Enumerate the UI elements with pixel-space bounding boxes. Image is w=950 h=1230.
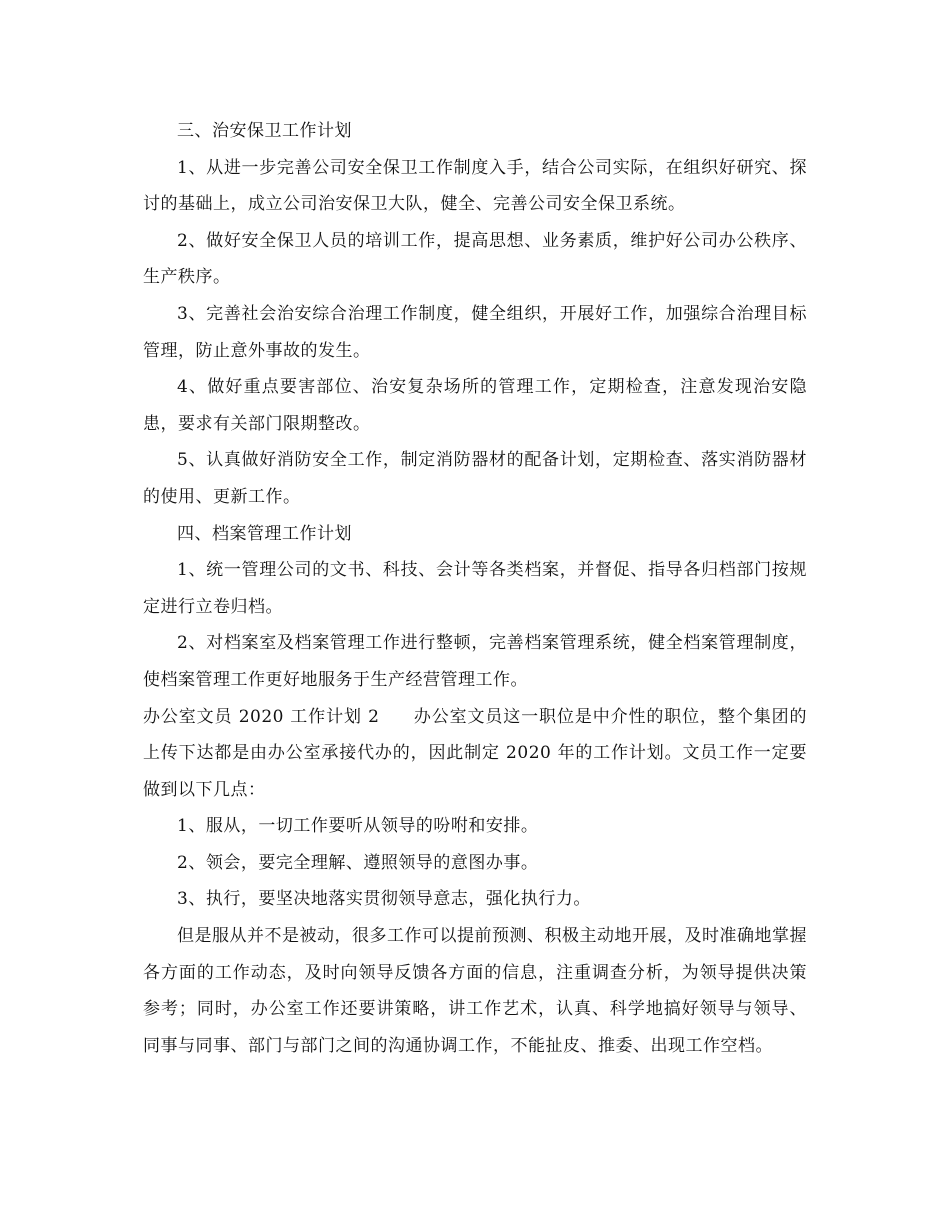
paragraph-archives-2: 2、对档案室及档案管理工作进行整顿，完善档案管理系统，健全档案管理制度，使档案管理工作更好地服务于生产经营管理工作。: [143, 633, 807, 690]
paragraph-point-3: 3、执行，要坚决地落实贯彻领导意志，强化执行力。: [177, 889, 591, 910]
section-heading-archives: 四、档案管理工作计划: [177, 523, 352, 544]
paragraph-point-1: 1、服从，一切工作要听从领导的吩咐和安排。: [177, 816, 539, 837]
paragraph-work-plan-2: [143, 699, 807, 809]
paragraph-archives-1: 1、统一管理公司的文书、科技、会计等各类档案，并督促、指导各归档部门按规定进行立卷归档。: [143, 560, 807, 617]
section-heading-security: 三、治安保卫工作计划: [177, 121, 352, 141]
document-page: [143, 113, 807, 1064]
paragraph-security-1: 1、从进一步完善公司安全保卫工作制度入手，结合公司实际，在组织好研究、探讨的基础上，成立公司治安保卫大队，健全、完善公司安全保卫系统。: [143, 157, 807, 215]
work-plan-2-intro: 办公室文员这一职位是中介性的职位，整个集团的上传下达都是由办公室承接代办的，因此制定 2020 年的工作计划。文员工作一定要做到以下几点：: [143, 706, 807, 800]
work-plan-2-heading: 办公室文员 2020 工作计划 2: [143, 706, 380, 727]
paragraph-security-3: 3、完善社会治安综合治理工作制度，健全组织，开展好工作，加强综合治理目标管理，防止意外事故的发生。: [143, 303, 807, 361]
paragraph-point-2: 2、领会，要完全理解、遵照领导的意图办事。: [177, 852, 539, 873]
paragraph-security-4: 4、做好重点要害部位、治安复杂场所的管理工作，定期检查，注意发现治安隐患，要求有关部门限期整改。: [143, 377, 807, 434]
paragraph-conclusion: 但是服从并不是被动，很多工作可以提前预测、积极主动地开展，及时准确地掌握各方面的工作动态，及时向领导反馈各方面的信息，注重调查分析，为领导提供决策参考；同时，办公室工作还要讲策略，讲工作艺术，认真、科学地搞好领导与领导、同事与同事、部门与部门之间的沟通协调工作，不能扯皮、推委、出现工作空档。: [143, 926, 807, 1056]
paragraph-security-2: 2、做好安全保卫人员的培训工作，提高思想、业务素质，维护好公司办公秩序、生产秩序。: [143, 230, 807, 288]
paragraph-security-5: 5、认真做好消防安全工作，制定消防器材的配备计划，定期检查、落实消防器材的使用、更新工作。: [143, 450, 807, 507]
